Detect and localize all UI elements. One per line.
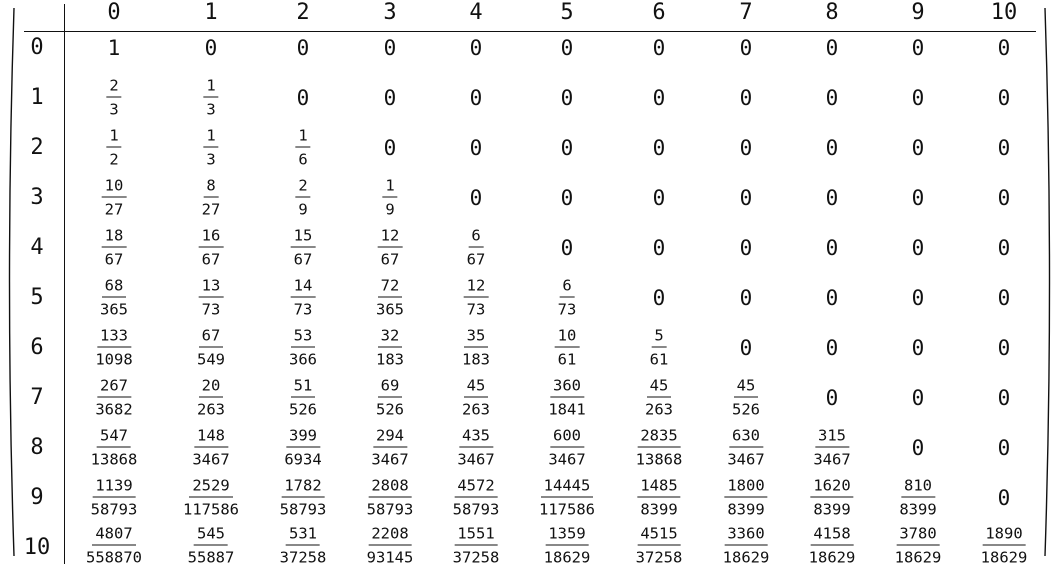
fraction-denominator: 61 <box>557 350 577 369</box>
fraction-numerator: 3780 <box>896 526 939 546</box>
matrix-cell-fraction <box>454 428 497 469</box>
matrix-cell-fraction <box>720 526 773 567</box>
matrix-cell-fraction <box>806 526 859 567</box>
fraction-numerator: 72 <box>378 278 403 298</box>
matrix-cell: 0 <box>739 186 753 210</box>
matrix-cell-fraction <box>642 378 676 419</box>
fraction-denominator: 3467 <box>813 450 851 469</box>
column-header-divider <box>24 31 1036 32</box>
fraction-numerator: 1 <box>295 128 310 148</box>
fraction-denominator: 13868 <box>90 450 138 469</box>
matrix-cell: 0 <box>997 86 1011 110</box>
matrix-cell-fraction <box>637 478 680 519</box>
fraction-denominator: 18629 <box>894 548 942 567</box>
matrix-cell: 0 <box>469 86 483 110</box>
matrix-cell: 0 <box>652 36 666 60</box>
fraction-numerator: 1890 <box>982 526 1025 546</box>
matrix-cell: 0 <box>997 336 1011 360</box>
fraction-denominator: 93145 <box>366 548 414 567</box>
fraction-denominator: 3467 <box>548 450 586 469</box>
matrix-cell: 0 <box>997 136 1011 160</box>
matrix-cell-fraction <box>199 228 224 269</box>
fraction-denominator: 365 <box>100 300 128 319</box>
fraction-numerator: 18 <box>102 228 127 248</box>
fraction-numerator: 67 <box>199 328 224 348</box>
matrix-cell: 0 <box>296 86 310 110</box>
matrix-cell: 0 <box>739 336 753 360</box>
fraction-numerator: 547 <box>97 428 131 448</box>
fraction-numerator: 35 <box>464 328 489 348</box>
column-header-6: 6 <box>652 0 666 25</box>
fraction-denominator: 526 <box>289 400 317 419</box>
fraction-numerator: 267 <box>97 378 131 398</box>
row-header-1: 1 <box>30 85 44 110</box>
fraction-numerator: 4807 <box>92 526 135 546</box>
fraction-denominator: 3467 <box>727 450 765 469</box>
matrix-cell-fraction <box>647 328 672 369</box>
matrix-cell-fraction <box>106 128 121 169</box>
matrix-cell-fraction <box>281 428 324 469</box>
fraction-denominator: 8399 <box>640 500 678 519</box>
row-header-7: 7 <box>30 385 44 410</box>
matrix-cell-fraction <box>378 228 403 269</box>
fraction-denominator: 365 <box>376 300 404 319</box>
fraction-denominator: 183 <box>376 350 404 369</box>
matrix-cell-fraction <box>97 278 131 319</box>
fraction-denominator: 73 <box>201 300 221 319</box>
fraction-denominator: 1841 <box>548 400 586 419</box>
matrix-cell-fraction <box>286 378 320 419</box>
fraction-numerator: 32 <box>378 328 403 348</box>
matrix-cell-fraction <box>88 428 141 469</box>
fraction-denominator: 13868 <box>635 450 683 469</box>
matrix-cell: 0 <box>383 136 397 160</box>
matrix-cell-fraction <box>203 128 218 169</box>
fraction-denominator: 3467 <box>192 450 230 469</box>
fraction-numerator: 2208 <box>368 526 411 546</box>
matrix-cell: 0 <box>825 86 839 110</box>
matrix-cell-fraction <box>810 478 853 519</box>
fraction-denominator: 58793 <box>366 500 414 519</box>
fraction-numerator: 16 <box>199 228 224 248</box>
fraction-denominator: 18629 <box>543 548 591 567</box>
fraction-denominator: 58793 <box>279 500 327 519</box>
fraction-numerator: 1782 <box>281 478 324 498</box>
fraction-numerator: 1 <box>382 178 397 198</box>
fraction-numerator: 545 <box>194 526 228 546</box>
row-header-4: 4 <box>30 235 44 260</box>
matrix-cell: 0 <box>911 336 925 360</box>
fraction-denominator: 8399 <box>813 500 851 519</box>
matrix-cell: 0 <box>997 386 1011 410</box>
matrix-cell-fraction <box>199 178 224 219</box>
fraction-numerator: 14445 <box>541 478 594 498</box>
matrix-cell: 0 <box>825 386 839 410</box>
matrix-cell: 0 <box>911 86 925 110</box>
fraction-numerator: 1 <box>203 78 218 98</box>
matrix-cell: 0 <box>652 186 666 210</box>
matrix-cell-fraction <box>295 178 310 219</box>
matrix-cell-fraction <box>194 328 228 369</box>
fraction-denominator: 3 <box>109 100 119 119</box>
matrix-cell-fraction <box>364 478 417 519</box>
matrix-cell: 0 <box>560 136 574 160</box>
row-header-2: 2 <box>30 135 44 160</box>
matrix-cell: 0 <box>652 286 666 310</box>
matrix-cell-fraction <box>102 178 127 219</box>
fraction-denominator: 67 <box>293 250 313 269</box>
fraction-denominator: 27 <box>104 200 124 219</box>
fraction-numerator: 5 <box>651 328 666 348</box>
matrix-cell-fraction <box>364 526 417 567</box>
fraction-numerator: 13 <box>199 278 224 298</box>
fraction-numerator: 600 <box>550 428 584 448</box>
fraction-denominator: 18629 <box>808 548 856 567</box>
matrix-cell-fraction <box>555 278 580 319</box>
fraction-numerator: 4515 <box>637 526 680 546</box>
matrix-cell: 0 <box>739 236 753 260</box>
fraction-numerator: 2529 <box>189 478 232 498</box>
fraction-denominator: 3682 <box>95 400 133 419</box>
matrix-cell-fraction <box>194 378 228 419</box>
fraction-denominator: 558870 <box>86 548 142 567</box>
fraction-numerator: 45 <box>647 378 672 398</box>
fraction-denominator: 3 <box>206 150 216 169</box>
fraction-numerator: 148 <box>194 428 228 448</box>
fraction-numerator: 133 <box>97 328 131 348</box>
matrix-cell-fraction <box>106 78 121 119</box>
fraction-denominator: 73 <box>557 300 577 319</box>
fraction-denominator: 263 <box>645 400 673 419</box>
matrix-cell-fraction <box>729 378 763 419</box>
row-header-9: 9 <box>30 485 44 510</box>
matrix-cell: 0 <box>911 236 925 260</box>
matrix-cell-fraction <box>295 128 310 169</box>
matrix-cell-fraction <box>382 178 397 219</box>
matrix-cell: 0 <box>469 36 483 60</box>
fraction-denominator: 8399 <box>899 500 937 519</box>
fraction-denominator: 73 <box>293 300 313 319</box>
column-header-10: 10 <box>990 0 1018 25</box>
row-header-0: 0 <box>30 35 44 60</box>
fraction-numerator: 51 <box>291 378 316 398</box>
fraction-denominator: 37258 <box>279 548 327 567</box>
fraction-denominator: 58793 <box>90 500 138 519</box>
matrix-cell: 0 <box>296 36 310 60</box>
fraction-numerator: 8 <box>203 178 218 198</box>
matrix-cell: 0 <box>739 136 753 160</box>
matrix-cell: 0 <box>911 286 925 310</box>
matrix-cell-fraction <box>810 428 853 469</box>
column-header-4: 4 <box>469 0 483 25</box>
matrix-cell-fraction <box>92 378 135 419</box>
matrix-cell: 1 <box>107 36 121 60</box>
matrix-cell: 0 <box>997 486 1011 510</box>
matrix-cell: 0 <box>825 136 839 160</box>
matrix-cell-fraction <box>892 526 945 567</box>
fraction-denominator: 526 <box>376 400 404 419</box>
matrix-cell-fraction <box>203 78 218 119</box>
matrix-cell-fraction <box>373 378 407 419</box>
matrix-cell: 0 <box>825 236 839 260</box>
row-header-10: 10 <box>23 535 51 560</box>
fraction-numerator: 1 <box>106 128 121 148</box>
fraction-numerator: 45 <box>464 378 489 398</box>
column-header-2: 2 <box>296 0 310 25</box>
column-header-9: 9 <box>911 0 925 25</box>
fraction-denominator: 6934 <box>284 450 322 469</box>
fraction-denominator: 55887 <box>187 548 235 567</box>
fraction-numerator: 6 <box>559 278 574 298</box>
matrix-cell: 0 <box>204 36 218 60</box>
fraction-numerator: 360 <box>550 378 584 398</box>
fraction-denominator: 73 <box>466 300 486 319</box>
fraction-numerator: 2 <box>106 78 121 98</box>
fraction-denominator: 263 <box>197 400 225 419</box>
matrix-cell-fraction <box>896 478 939 519</box>
fraction-numerator: 435 <box>459 428 493 448</box>
matrix-cell-fraction <box>368 428 411 469</box>
matrix-cell: 0 <box>383 86 397 110</box>
matrix-cell-fraction <box>536 478 598 519</box>
fraction-numerator: 2835 <box>637 428 680 448</box>
matrix-cell-fraction <box>978 526 1031 567</box>
column-header-0: 0 <box>107 0 121 25</box>
fraction-numerator: 45 <box>734 378 759 398</box>
fraction-denominator: 8399 <box>727 500 765 519</box>
fraction-denominator: 117586 <box>539 500 595 519</box>
matrix-cell-fraction <box>545 378 588 419</box>
fraction-numerator: 2 <box>295 178 310 198</box>
fraction-numerator: 10 <box>102 178 127 198</box>
matrix-cell: 0 <box>469 136 483 160</box>
matrix-cell: 0 <box>560 36 574 60</box>
matrix-cell-fraction <box>88 478 141 519</box>
matrix-cell-fraction <box>724 478 767 519</box>
matrix-cell: 0 <box>825 286 839 310</box>
matrix-cell-fraction <box>555 328 580 369</box>
fraction-denominator: 526 <box>732 400 760 419</box>
matrix-cell: 0 <box>739 36 753 60</box>
fraction-numerator: 1551 <box>454 526 497 546</box>
matrix-cell: 0 <box>825 336 839 360</box>
matrix-cell-fraction <box>286 328 320 369</box>
matrix-cell-fraction <box>83 526 145 567</box>
fraction-numerator: 1359 <box>545 526 588 546</box>
matrix-cell: 0 <box>739 86 753 110</box>
matrix-cell: 0 <box>383 36 397 60</box>
fraction-denominator: 3467 <box>371 450 409 469</box>
matrix-cell-fraction <box>277 478 330 519</box>
matrix-cell: 0 <box>560 86 574 110</box>
column-header-5: 5 <box>560 0 574 25</box>
fraction-numerator: 69 <box>378 378 403 398</box>
fraction-numerator: 14 <box>291 278 316 298</box>
matrix-cell: 0 <box>560 236 574 260</box>
matrix-cell: 0 <box>652 136 666 160</box>
fraction-numerator: 1 <box>203 128 218 148</box>
matrix-cell-fraction <box>277 526 330 567</box>
row-header-3: 3 <box>30 185 44 210</box>
matrix-cell: 0 <box>825 36 839 60</box>
fraction-denominator: 366 <box>289 350 317 369</box>
fraction-numerator: 6 <box>468 228 483 248</box>
fraction-numerator: 15 <box>291 228 316 248</box>
fraction-denominator: 18629 <box>980 548 1028 567</box>
matrix-cell-fraction <box>450 526 503 567</box>
column-header-1: 1 <box>204 0 218 25</box>
fraction-numerator: 4158 <box>810 526 853 546</box>
matrix-cell-fraction <box>189 428 232 469</box>
matrix-cell-fraction <box>464 228 489 269</box>
fraction-denominator: 263 <box>462 400 490 419</box>
fraction-numerator: 810 <box>901 478 935 498</box>
matrix-cell: 0 <box>997 436 1011 460</box>
column-header-7: 7 <box>739 0 753 25</box>
fraction-denominator: 3467 <box>457 450 495 469</box>
row-header-divider <box>64 4 65 564</box>
fraction-denominator: 61 <box>649 350 669 369</box>
matrix-cell: 0 <box>469 186 483 210</box>
fraction-numerator: 1139 <box>92 478 135 498</box>
matrix-cell-fraction <box>102 228 127 269</box>
fraction-denominator: 9 <box>385 200 395 219</box>
matrix-cell-fraction <box>724 428 767 469</box>
fraction-denominator: 67 <box>466 250 486 269</box>
fraction-numerator: 1485 <box>637 478 680 498</box>
row-header-5: 5 <box>30 285 44 310</box>
fraction-numerator: 2808 <box>368 478 411 498</box>
matrix-cell: 0 <box>825 186 839 210</box>
fraction-numerator: 4572 <box>454 478 497 498</box>
fraction-denominator: 27 <box>201 200 221 219</box>
fraction-denominator: 183 <box>462 350 490 369</box>
fraction-denominator: 58793 <box>452 500 500 519</box>
fraction-denominator: 1098 <box>95 350 133 369</box>
matrix-cell: 0 <box>652 86 666 110</box>
fraction-numerator: 20 <box>199 378 224 398</box>
matrix-cell: 0 <box>652 236 666 260</box>
fraction-numerator: 630 <box>729 428 763 448</box>
fraction-numerator: 3360 <box>724 526 767 546</box>
column-header-3: 3 <box>383 0 397 25</box>
fraction-denominator: 67 <box>104 250 124 269</box>
matrix-cell: 0 <box>911 136 925 160</box>
fraction-denominator: 117586 <box>183 500 239 519</box>
row-header-6: 6 <box>30 335 44 360</box>
fraction-denominator: 67 <box>380 250 400 269</box>
row-header-8: 8 <box>30 435 44 460</box>
fraction-numerator: 294 <box>373 428 407 448</box>
fraction-denominator: 67 <box>201 250 221 269</box>
matrix-cell: 0 <box>997 186 1011 210</box>
matrix-cell-fraction <box>464 278 489 319</box>
matrix-cell-fraction <box>633 428 686 469</box>
fraction-numerator: 315 <box>815 428 849 448</box>
fraction-denominator: 37258 <box>635 548 683 567</box>
fraction-denominator: 18629 <box>722 548 770 567</box>
fraction-denominator: 6 <box>298 150 308 169</box>
fraction-numerator: 12 <box>378 228 403 248</box>
matrix-cell-fraction <box>92 328 135 369</box>
matrix-cell-fraction <box>459 378 493 419</box>
fraction-denominator: 9 <box>298 200 308 219</box>
matrix-cell-fraction <box>291 228 316 269</box>
fraction-denominator: 2 <box>109 150 119 169</box>
fraction-numerator: 1620 <box>810 478 853 498</box>
fraction-numerator: 12 <box>464 278 489 298</box>
fraction-numerator: 53 <box>291 328 316 348</box>
matrix-cell: 0 <box>997 236 1011 260</box>
matrix-cell: 0 <box>739 286 753 310</box>
matrix-cell-fraction <box>541 526 594 567</box>
matrix-cell: 0 <box>997 36 1011 60</box>
fraction-numerator: 399 <box>286 428 320 448</box>
matrix-cell-fraction <box>373 328 407 369</box>
fraction-numerator: 68 <box>102 278 127 298</box>
fraction-numerator: 10 <box>555 328 580 348</box>
matrix-cell: 0 <box>911 36 925 60</box>
column-header-8: 8 <box>825 0 839 25</box>
right-parenthesis <box>1043 6 1055 558</box>
matrix-cell-fraction <box>633 526 686 567</box>
matrix-cell: 0 <box>911 386 925 410</box>
matrix-cell: 0 <box>997 286 1011 310</box>
matrix-cell-fraction <box>291 278 316 319</box>
matrix-cell: 0 <box>911 436 925 460</box>
matrix-cell: 0 <box>911 186 925 210</box>
matrix-cell-fraction <box>545 428 588 469</box>
fraction-denominator: 37258 <box>452 548 500 567</box>
fraction-numerator: 1800 <box>724 478 767 498</box>
matrix-cell-fraction <box>373 278 407 319</box>
fraction-denominator: 549 <box>197 350 225 369</box>
matrix-cell: 0 <box>560 186 574 210</box>
matrix-cell-fraction <box>450 478 503 519</box>
matrix-cell-fraction <box>199 278 224 319</box>
fraction-numerator: 531 <box>286 526 320 546</box>
fraction-denominator: 3 <box>206 100 216 119</box>
matrix-cell-fraction <box>180 478 242 519</box>
left-parenthesis <box>4 6 16 558</box>
matrix-cell-fraction <box>459 328 493 369</box>
matrix-cell-fraction <box>185 526 238 567</box>
